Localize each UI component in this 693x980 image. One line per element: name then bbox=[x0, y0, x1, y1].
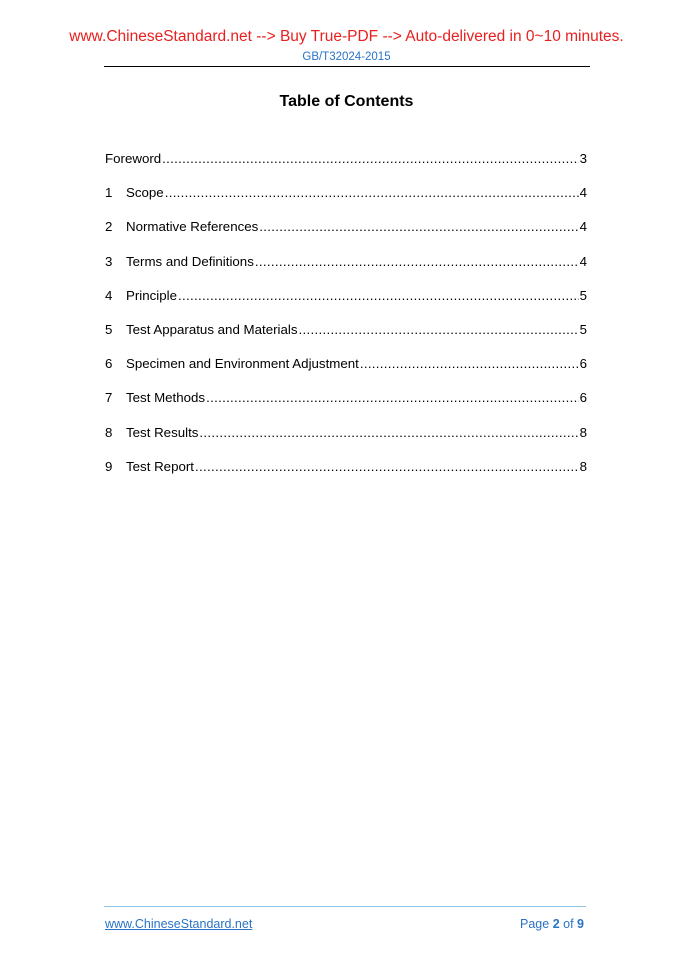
toc-entry-page: 3 bbox=[579, 151, 587, 166]
page-prefix: Page bbox=[520, 917, 550, 931]
toc-entry-number: 3 bbox=[105, 253, 113, 269]
footer-website-link[interactable]: www.ChineseStandard.net bbox=[105, 917, 253, 931]
toc-dot-leader bbox=[259, 218, 578, 236]
toc-entry-label: Test Methods bbox=[126, 390, 206, 406]
toc-entry-label: Test Report bbox=[126, 458, 194, 474]
page-separator: of bbox=[563, 917, 574, 931]
toc-entry-label: Principle bbox=[126, 287, 177, 303]
toc-entry-normative-references[interactable] bbox=[105, 218, 587, 252]
toc-entry-page: 6 bbox=[579, 390, 587, 406]
toc-dot-leader bbox=[178, 287, 579, 305]
toc-title: Table of Contents bbox=[279, 93, 414, 110]
toc-entry-page: 4 bbox=[579, 253, 587, 269]
purchase-banner: www.ChineseStandard.net --> Buy True-PDF --> Auto-delivered in 0~10 minutes. bbox=[69, 28, 624, 45]
toc-entry-number: 9 bbox=[105, 458, 113, 474]
toc-entry-test-report[interactable] bbox=[105, 458, 587, 492]
page-indicator bbox=[520, 916, 584, 932]
toc-entry-label: Test Apparatus and Materials bbox=[126, 321, 298, 337]
toc-entry-foreword[interactable] bbox=[105, 150, 587, 184]
toc-entry-label: Scope bbox=[126, 185, 164, 201]
toc-entry-specimen-adjustment[interactable] bbox=[105, 355, 587, 389]
current-page-number: 2 bbox=[552, 917, 560, 931]
toc-entry-number: 4 bbox=[105, 287, 113, 303]
toc-entry-number: 6 bbox=[105, 356, 113, 372]
toc-entry-page: 5 bbox=[579, 321, 587, 337]
toc-entry-principle[interactable] bbox=[105, 287, 587, 321]
toc-dot-leader bbox=[255, 253, 579, 271]
toc-dot-leader bbox=[360, 355, 579, 373]
toc-entry-label: Foreword bbox=[105, 151, 162, 166]
toc-entry-page: 8 bbox=[579, 424, 587, 440]
toc-entry-page: 4 bbox=[579, 219, 587, 235]
toc-entry-test-results[interactable] bbox=[105, 424, 587, 458]
toc-entry-number: 5 bbox=[105, 321, 113, 337]
toc-entry-label: Specimen and Environment Adjustment bbox=[126, 356, 359, 372]
toc-dot-leader bbox=[199, 424, 578, 442]
toc-entry-page: 6 bbox=[579, 356, 587, 372]
toc-entry-test-methods[interactable] bbox=[105, 389, 587, 423]
toc-dot-leader bbox=[298, 321, 578, 339]
toc-entry-label: Normative References bbox=[126, 219, 259, 235]
toc-dot-leader bbox=[162, 150, 578, 168]
toc-entry-test-apparatus[interactable] bbox=[105, 321, 587, 355]
toc-entry-page: 5 bbox=[579, 287, 587, 303]
toc-entry-scope[interactable] bbox=[105, 184, 587, 218]
toc-dot-leader bbox=[165, 184, 579, 202]
toc-entry-number: 8 bbox=[105, 424, 113, 440]
toc-entry-page: 8 bbox=[579, 458, 587, 474]
toc-dot-leader bbox=[195, 458, 579, 476]
header-divider bbox=[104, 66, 590, 67]
toc-entry-number: 2 bbox=[105, 219, 113, 235]
total-pages-number: 9 bbox=[577, 917, 584, 931]
toc-entry-number: 1 bbox=[105, 185, 113, 201]
toc-entry-label: Terms and Definitions bbox=[126, 253, 254, 269]
toc-entry-number: 7 bbox=[105, 390, 113, 406]
footer-divider bbox=[104, 906, 586, 907]
toc-entry-page: 4 bbox=[579, 185, 587, 201]
toc-entry-label: Test Results bbox=[126, 424, 199, 440]
document-code: GB/T32024-2015 bbox=[302, 51, 391, 63]
toc-entry-terms-and-definitions[interactable] bbox=[105, 253, 587, 287]
toc-dot-leader bbox=[206, 389, 579, 407]
table-of-contents bbox=[105, 150, 587, 492]
